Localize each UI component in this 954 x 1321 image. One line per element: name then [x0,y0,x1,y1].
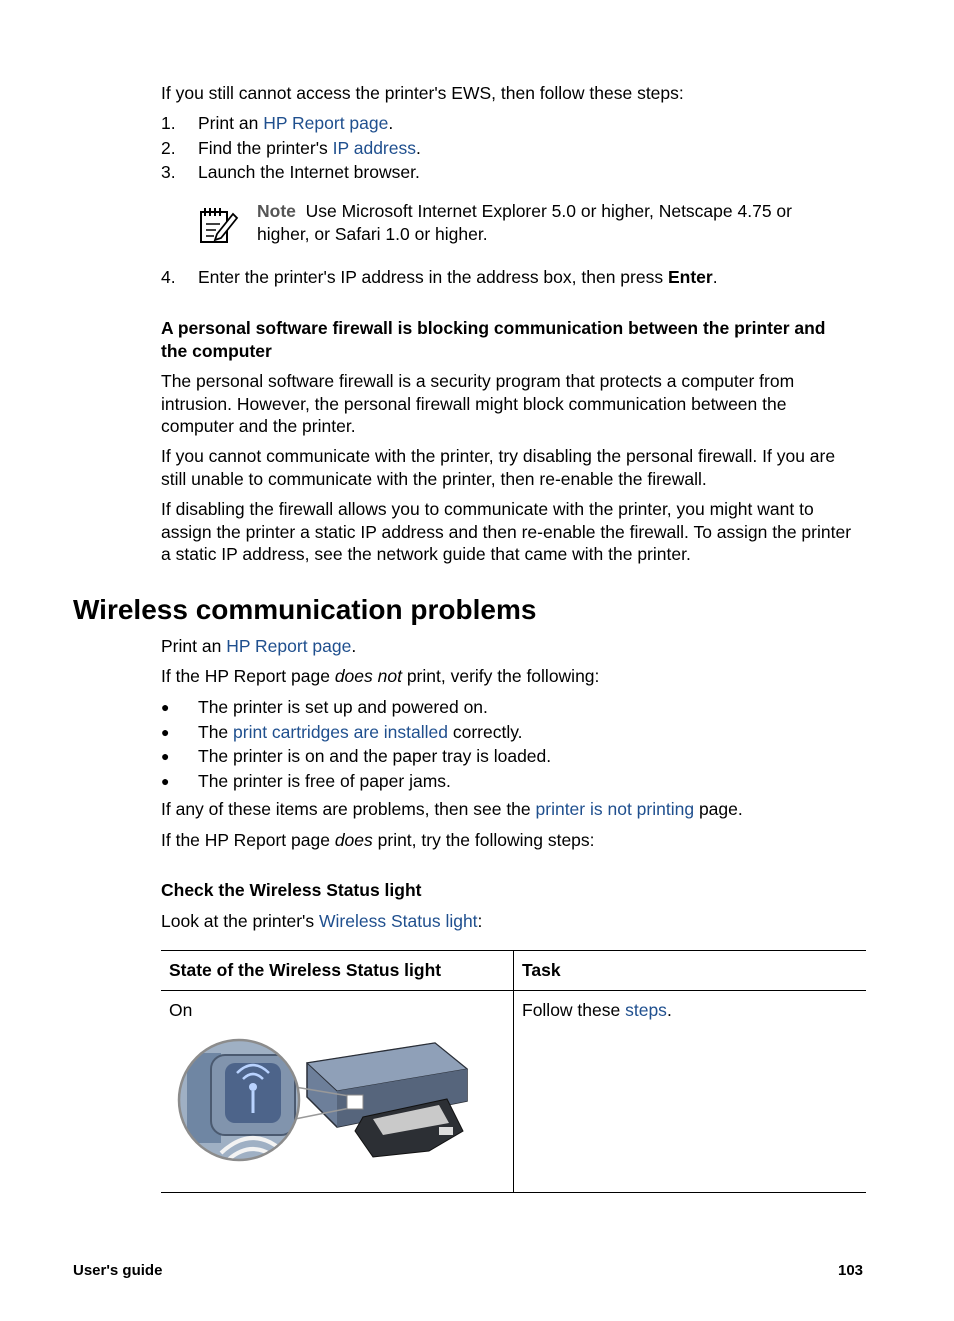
list-item [0,745,954,770]
list-item [0,770,954,795]
step-text: Find the printer's [198,137,333,158]
firewall-paragraph-1 [161,370,881,438]
bullet-text-end: correctly. [448,721,523,742]
note-label: Note [257,201,296,221]
bullet-text: The printer is set up and powered on. [198,697,488,717]
column-header-task: Task [514,951,867,991]
text: Print an [161,636,227,656]
table-row [161,990,866,1192]
wireless-status-light-link[interactable]: Wireless Status light [319,911,478,931]
enter-key-text: Enter [667,267,713,287]
text: print, verify the following: [401,666,600,686]
list-item [0,112,954,137]
bullet-text: The printer is free of paper jams. [198,770,451,791]
note-box [257,200,857,245]
step-text: Enter the printer's IP address in the address box, then press [198,267,668,287]
text: If the HP Report page [161,830,335,850]
paragraph-line: computer and the printer. [161,416,356,436]
check-heading: Check the Wireless Status light [161,880,422,900]
step-text-end: . [416,137,421,158]
emphasis-text: does not [334,666,402,686]
bullet-icon: ● [161,699,170,715]
hp-report-page-link[interactable]: HP Report page [263,113,389,133]
paragraph-line: assign the printer a static IP address and then re-enable the firewall. To assign the printer [161,521,852,542]
printer-not-printing-link[interactable]: printer is not printing [535,799,695,819]
list-item [0,161,954,186]
text: If the HP Report page [161,666,335,686]
verify-bullet-list [0,696,954,794]
text: . [351,636,357,656]
table-header-row [161,951,866,991]
print-report-text [161,635,356,658]
bullet-icon: ● [161,748,170,764]
paragraph-line: a static IP address, see the network guide that came with the printer. [161,544,691,564]
list-item [0,266,954,290]
verify-text [161,665,599,688]
note-text-line1: Use Microsoft Internet Explorer 5.0 or higher, Netscape 4.75 or [305,201,792,221]
list-item [0,137,954,162]
step-number: 2. [161,137,176,158]
printer-illustration [177,1035,505,1171]
bullet-icon: ● [161,723,170,740]
bullet-text: The [198,721,234,742]
section-title: Wireless communication problems [73,594,537,625]
firewall-heading-line2: the computer [161,340,272,361]
text: . [666,999,672,1020]
bullet-text: The printer is on and the paper tray is loaded. [198,746,552,766]
paragraph-line: If disabling the firewall allows you to communicate with the printer, you might want to [161,499,814,519]
step-number: 4. [161,267,176,287]
note-icon [197,204,239,246]
footer-guide-title: User's guide [73,1262,163,1279]
step-text: Launch the Internet browser. [198,162,420,182]
text: Look at the printer's [161,911,320,931]
step-number: 1. [161,113,176,133]
step-text-end: . [712,267,718,287]
note-text-line2: higher, or Safari 1.0 or higher. [257,223,488,244]
firewall-heading-line1: A personal software firewall is blocking communication between the printer and [161,318,826,338]
step-text: Print an [198,113,264,133]
ip-address-link[interactable]: IP address [332,137,416,158]
paragraph-line: The personal software firewall is a security program that protects a computer from [161,371,795,391]
text: : [477,911,483,931]
task-cell [514,990,867,1192]
paragraph-line: still unable to communicate with the printer, then re-enable the firewall. [161,468,707,489]
hp-report-page-link[interactable]: HP Report page [226,636,352,656]
state-value: On [169,999,193,1020]
problems-text [161,798,743,821]
list-item [0,696,954,721]
text: print, try the following steps: [372,830,595,850]
list-item [0,721,954,746]
bullet-icon: ● [161,772,170,789]
paragraph-line: If you cannot communicate with the printer, try disabling the personal firewall. If you are [161,446,836,466]
footer-page-number: 103 [838,1262,864,1279]
wireless-status-table [161,950,866,1193]
firewall-paragraph-2 [161,445,881,490]
paragraph-line: intrusion. However, the personal firewall might block communication between the [161,393,787,414]
step-text-end: . [388,113,394,133]
text: page. [694,799,743,819]
firewall-paragraph-3 [161,498,881,566]
firewall-heading [161,317,881,362]
state-cell [161,990,514,1192]
emphasis-text: does [334,830,373,850]
text: Follow these [522,999,626,1020]
look-text [161,910,482,933]
steps-list [0,112,954,186]
steps-link[interactable]: steps [625,999,667,1020]
intro-text: If you still cannot access the printer's EWS, then follow these steps: [161,83,684,103]
step-number: 3. [161,162,176,182]
does-print-text [161,829,595,852]
text: If any of these items are problems, then see the [161,799,536,819]
print-cartridges-installed-link[interactable]: print cartridges are installed [233,721,448,742]
column-header-state: State of the Wireless Status light [161,951,514,991]
